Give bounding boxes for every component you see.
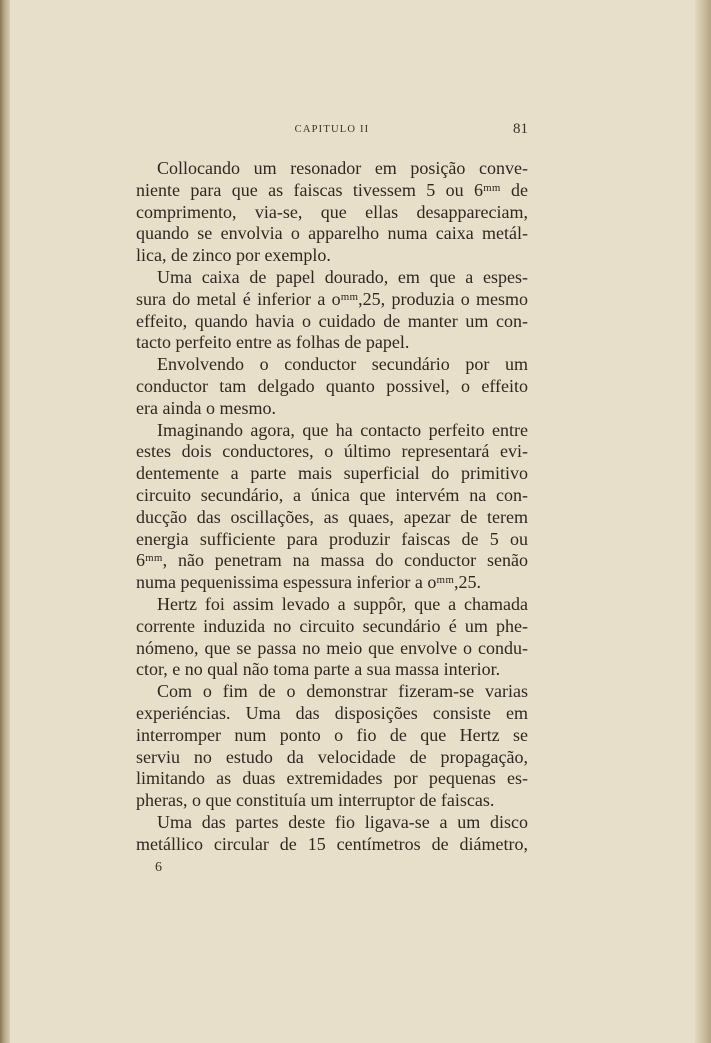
body-text [136, 158, 528, 856]
text-line: limitando as duas extremidades por pequenas es- [136, 768, 528, 789]
text-line: circuito secundário, a única que intervém na con- [136, 484, 528, 505]
text-line: interromper num ponto o fio de que Hertz se [136, 724, 528, 745]
text-line: 6ᵐᵐ, não penetram na massa do conductor senão [136, 550, 528, 571]
text-line: experiéncias. Uma das disposições consiste em [136, 702, 528, 723]
text-line: sura do metal é inferior a oᵐᵐ,25, produzia o mesmo [136, 288, 528, 309]
signature-mark: 6 [155, 860, 162, 875]
text-line: metállico circular de 15 centímetros de diámetro, [136, 833, 528, 854]
text-line: pheras, o que constituía um interruptor de faiscas. [136, 790, 495, 811]
text-line: serviu no estudo da velocidade de propagação, [136, 746, 528, 767]
text-line: effeito, quando havia o cuidado de manter um con- [136, 310, 528, 331]
page-outer-edge [695, 0, 711, 1043]
text-line: conductor tam delgado quanto possivel, o effeito [136, 375, 528, 396]
text-line: Hertz foi assim levado a suppôr, que a chamada [157, 593, 528, 614]
text-line: lica, de zinco por exemplo. [136, 245, 331, 266]
page-number: 81 [513, 121, 528, 137]
text-line: energia sufficiente para produzir faiscas de 5 ou [136, 528, 528, 549]
text-line: ducção das oscillações, as quaes, apezar de terem [136, 506, 528, 527]
text-line: Uma caixa de papel dourado, em que a espes- [157, 266, 528, 287]
text-line: estes dois conductores, o último representará evi- [136, 441, 528, 462]
text-line: comprimento, via-se, que ellas desappareciam, [136, 201, 528, 222]
text-line: tacto perfeito entre as folhas de papel. [136, 332, 410, 353]
text-line: numa pequenissima espessura inferior a oᵐᵐ,25. [136, 572, 482, 593]
text-line: era ainda o mesmo. [136, 397, 276, 418]
text-line: Imaginando agora, que ha contacto perfeito entre [157, 419, 528, 440]
text-line: niente para que as faiscas tivessem 5 ou 6ᵐᵐ de [136, 179, 528, 200]
text-line: Envolvendo o conductor secundário por um [157, 354, 528, 375]
text-line: Uma das partes deste fio ligava-se a um disco [157, 811, 528, 832]
running-head: CAPITULO II [294, 124, 370, 135]
page-binding-edge [0, 0, 10, 1043]
text-line: corrente induzida no circuito secundário é um phe- [136, 615, 528, 636]
page-header [136, 121, 528, 144]
text-line: nómeno, que se passa no meio que envolve o condu- [136, 637, 528, 658]
text-line: dentemente a parte mais superficial do primitivo [136, 463, 528, 484]
text-line: ctor, e no qual não toma parte a sua massa interior. [136, 659, 501, 680]
text-line: Com o fim de o demonstrar fizeram-se varias [157, 681, 528, 702]
text-line: quando se envolvia o apparelho numa caixa metál- [136, 223, 528, 244]
text-line: Collocando um resonador em posição conve- [157, 158, 528, 178]
